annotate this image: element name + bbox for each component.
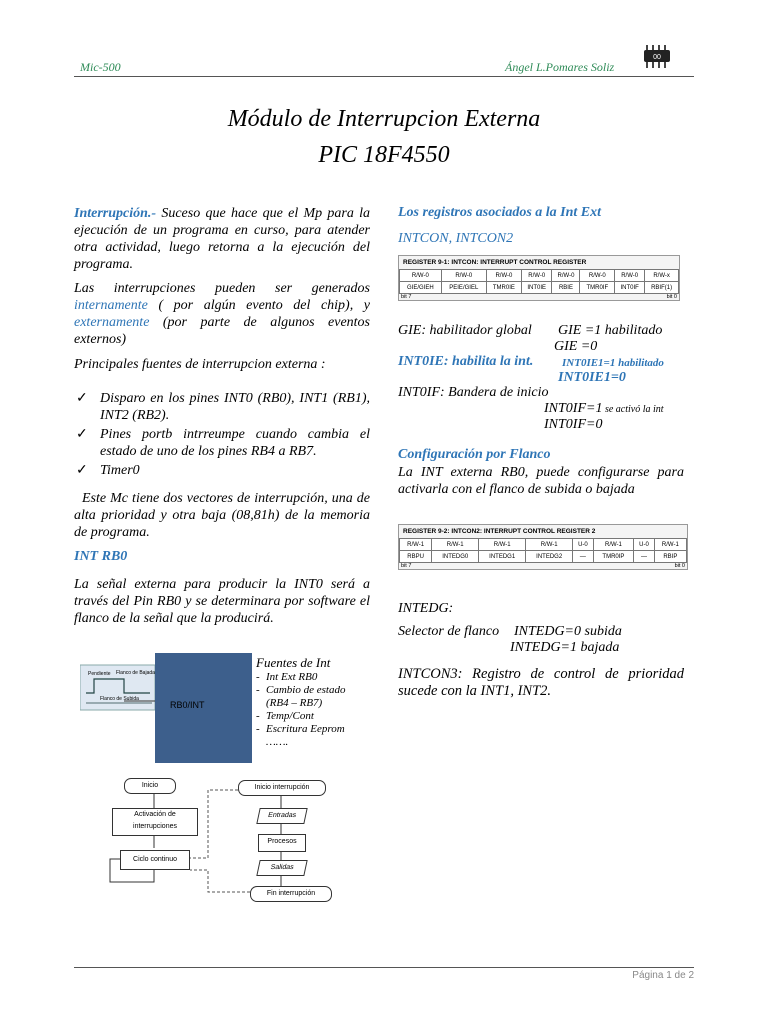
page-subtitle: PIC 18F4550	[318, 142, 450, 168]
title-part1: Módulo de	[227, 106, 331, 132]
list-item	[74, 426, 370, 460]
gie-1: GIE =1 habilitado	[558, 323, 663, 338]
check-icon: ✓	[76, 463, 88, 478]
bullet-text: Disparo en los pines INT0 (RB0), INT1 (RB1), INT2 (RB2).	[100, 391, 370, 423]
intcon3-paragraph: INTCON3: Registro de control de prioridad sucede con la INT1, INT2.	[398, 666, 684, 699]
flow-ciclo: Ciclo continuo	[120, 850, 190, 870]
gie-block	[398, 323, 688, 355]
bit-lo: bit 0	[674, 563, 685, 569]
list-item	[256, 736, 376, 749]
source-item: Int Ext RB0	[266, 671, 318, 683]
bit-hi: bit 7	[401, 563, 412, 569]
bit-cell: INTEDG1	[479, 551, 526, 563]
access-cell: R/W-0	[580, 270, 615, 282]
intcon-heading: INTCON, INTCON2	[398, 231, 514, 246]
source-item: Escritura Eeprom	[266, 723, 345, 735]
int0ie-1: INT0IE1=1 habilitado	[562, 357, 664, 369]
int0ie-label: INT0IE: habilita la int.	[398, 354, 534, 369]
sources-intro: Principales fuentes de interrupcion externa :	[74, 357, 326, 372]
bit-lo: bit 0	[666, 294, 677, 300]
chip-icon	[640, 44, 674, 70]
access-cell: R/W-1	[593, 539, 634, 551]
list-item: - Cambio de estado	[256, 684, 346, 696]
access-cell: R/W-1	[479, 539, 526, 551]
list-item	[74, 462, 370, 479]
register-title: REGISTER 9-2: INTCON2: INTERRUPT CONTROL REGISTER 2	[403, 528, 596, 535]
bit-cell: INTEDG0	[432, 551, 479, 563]
intedg-0: INTEDG=0 subida	[514, 624, 622, 639]
access-cell: R/W-1	[400, 539, 432, 551]
access-cell: R/W-0	[615, 270, 645, 282]
bit-cell: RBPU	[400, 551, 432, 563]
header-left: Mic-500	[80, 60, 121, 74]
title-part2: Interrupcion Externa	[337, 106, 541, 132]
register-title: REGISTER 9-1: INTCON: INTERRUPT CONTROL REGISTER	[403, 259, 587, 266]
sources-list	[74, 390, 370, 481]
p2-text-c: (por parte de algunos eventos externos)	[74, 315, 370, 347]
flow-inicio: Inicio	[124, 778, 176, 794]
access-cell: U-0	[634, 539, 655, 551]
flowchart	[98, 772, 358, 912]
register-grid	[399, 269, 679, 294]
int-rb0-paragraph: La señal externa para producir la INT0 será a través del Pin RB0 y se determinara por software el flanco de la señal que la producirá.	[74, 577, 370, 626]
pin-label: RB0/INT	[170, 700, 205, 710]
bullet-text: Pines portb intrreumpe cuando cambia el estado de uno de los pines RB4 a RB7.	[100, 427, 370, 459]
header-divider	[74, 76, 694, 77]
int0if-label: INT0IF: Bandera de inicio	[398, 385, 549, 400]
bit-cell: RBIF(1)	[645, 282, 679, 294]
access-cell: R/W-1	[526, 539, 573, 551]
access-cell: R/W-0	[521, 270, 551, 282]
chip-logo-text: 00	[653, 54, 661, 61]
p2-text-a: Las interrupciones pueden ser generados	[74, 281, 370, 296]
source-item: (RB4 – RB7)	[266, 697, 323, 709]
bit-cell: TMR0IP	[593, 551, 634, 563]
list-item: - Temp/Cont	[256, 710, 314, 722]
bit-cell: GIE/GIEH	[400, 282, 442, 294]
p2-text-b: ( por algún evento del chip), y	[147, 298, 370, 313]
flow-procesos: Procesos	[258, 834, 306, 852]
selector-label: Selector de flanco	[398, 624, 500, 639]
label-pendiente: Pendiente	[88, 671, 111, 677]
bit-cell: RBIE	[552, 282, 580, 294]
gie-label: GIE: habilitador global	[398, 323, 532, 338]
int-rb0-heading: INT RB0	[74, 549, 128, 564]
chip-logo	[640, 44, 674, 70]
list-item: - Int Ext RB0	[256, 671, 318, 683]
list-item	[256, 697, 376, 710]
flow-inicio-interrupcion: Inicio interrupción	[238, 780, 326, 796]
bit-cell: PEIE/GIEL	[441, 282, 486, 294]
list-item	[74, 390, 370, 424]
access-cell: R/W-0	[552, 270, 580, 282]
access-cell: R/W-1	[654, 539, 686, 551]
label-flanco-subida: Flanco de Subida	[100, 696, 139, 702]
intedg-1: INTEDG=1 bajada	[510, 640, 620, 655]
access-cell: R/W-0	[441, 270, 486, 282]
access-cell: R/W-x	[645, 270, 679, 282]
page-title	[0, 106, 768, 133]
flanco-paragraph: La INT externa RB0, puede configurarse para activarla con el flanco de subida o bajada	[398, 465, 684, 497]
sources-paragraph	[74, 280, 370, 348]
intcon2-register-table	[398, 524, 688, 570]
bit-cell: RBIP	[654, 551, 686, 563]
register-grid	[399, 538, 687, 563]
page-number: Página 1 de 2	[632, 970, 694, 981]
registers-heading: Los registros asociados a la Int Ext	[398, 205, 602, 220]
int0ie-0: INT0IE1=0	[558, 370, 626, 385]
intedg-block	[398, 624, 688, 656]
access-cell: U-0	[573, 539, 594, 551]
flow-salidas: Salidas	[256, 860, 307, 876]
internal-term: internamente	[74, 298, 148, 313]
access-cell: R/W-0	[486, 270, 521, 282]
external-term: externamente	[74, 315, 150, 330]
check-icon: ✓	[76, 391, 88, 406]
source-item: Cambio de estado	[266, 684, 346, 696]
access-cell: R/W-1	[432, 539, 479, 551]
flow-entradas: Entradas	[256, 808, 307, 824]
gie-0: GIE =0	[554, 339, 598, 354]
bit-hi: bit 7	[401, 294, 412, 300]
definition-body: Suceso que hace que el Mp para la ejecución de un programa en curso, para atender otra actividad, luego retorna a la ejecución del programa.	[74, 206, 370, 272]
source-item: …….	[266, 736, 289, 748]
intcon-register-table	[398, 255, 680, 301]
flow-fin-interrupcion: Fin interrupción	[250, 886, 332, 902]
flow-activacion: Activación de interrupciones	[112, 808, 198, 836]
int0ie-block	[398, 354, 688, 386]
bit-cell: —	[634, 551, 655, 563]
bit-cell: TMR0IE	[486, 282, 521, 294]
int0if-0: INT0IF=0	[544, 417, 603, 432]
check-icon: ✓	[76, 427, 88, 442]
bit-cell: —	[573, 551, 594, 563]
int0if-block	[398, 385, 688, 433]
bullet-text: Timer0	[100, 463, 140, 478]
footer-divider	[74, 967, 694, 968]
bit-cell: TMR0IF	[580, 282, 615, 294]
list-item: - Escritura Eeprom	[256, 723, 345, 735]
bit-cell: INT0IE	[521, 282, 551, 294]
definition-term: Interrupción.-	[74, 206, 157, 221]
intedg-label: INTEDG:	[398, 601, 454, 616]
int-sources-title: Fuentes de Int	[256, 655, 331, 670]
bit-cell: INTEDG2	[526, 551, 573, 563]
label-flanco-bajada: Flanco de Bajada	[116, 670, 155, 676]
int0if-1: INT0IF=1	[544, 401, 603, 416]
source-item: Temp/Cont	[266, 710, 314, 722]
int-sources-box	[256, 656, 376, 749]
vectors-paragraph: Este Mc tiene dos vectores de interrupción, una de alta prioridad y otra baja (08,81h) de la memoria de programa.	[74, 491, 370, 540]
int0if-1-note: se activó la int	[602, 404, 664, 415]
access-cell: R/W-0	[400, 270, 442, 282]
flanco-heading: Configuración por Flanco	[398, 447, 551, 462]
bit-cell: INT0IF	[615, 282, 645, 294]
header-right: Ángel L.Pomares Soliz	[505, 60, 615, 74]
definition-paragraph	[74, 205, 370, 273]
